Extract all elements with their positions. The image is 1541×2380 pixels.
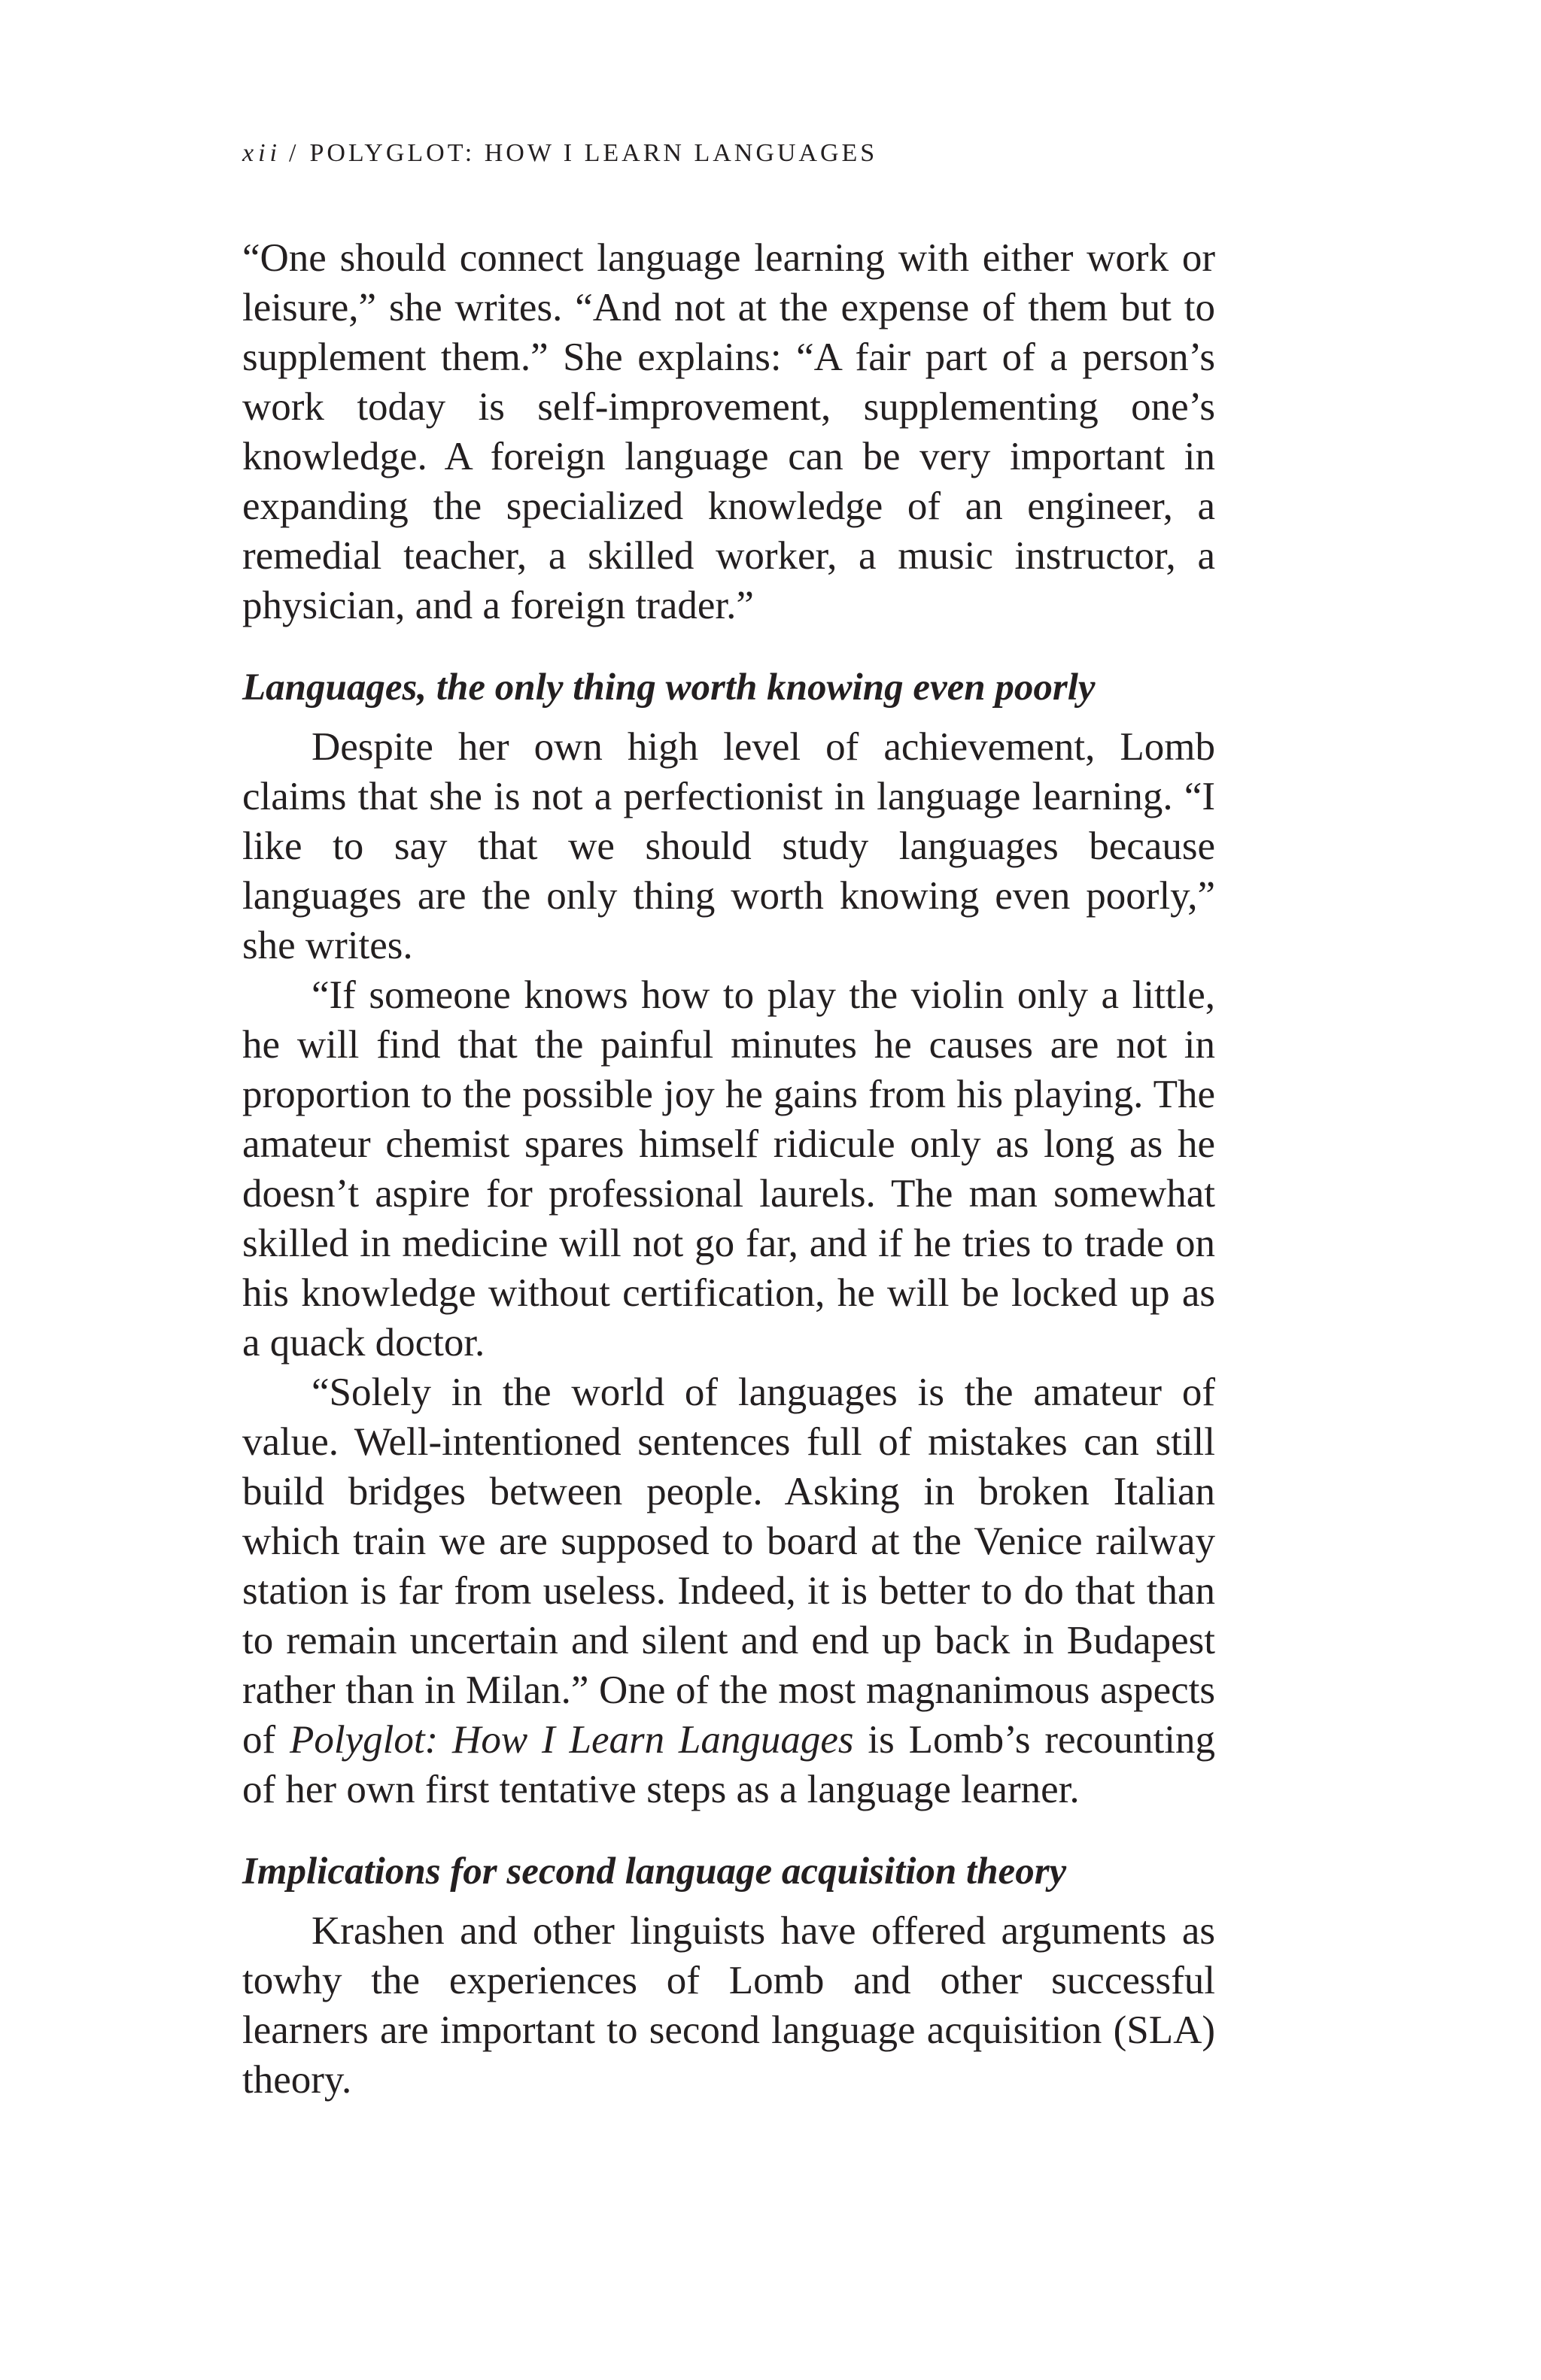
- book-title: POLYGLOT: HOW I LEARN LANGUAGES: [309, 139, 878, 167]
- page-number: xii: [242, 139, 281, 167]
- paragraph-not-perfectionist: Despite her own high level of achievement, Lomb claims that she is not a perfectionist in language learning. “I like to say that we should study languages because languages are the only thing worth knowing even poorly,” she writes.: [242, 725, 1215, 967]
- body-text: [242, 233, 1215, 2105]
- book-title-reference: Polyglot: How I Learn Languages: [289, 1718, 854, 1762]
- paragraph-krashen: Krashen and other linguists have offered arguments as towhy the experiences of Lomb and other successful learners are important to second language acquisition (SLA) theory.: [242, 1909, 1215, 2102]
- running-head: [242, 132, 1220, 175]
- section-heading-sla-theory: Implications for second language acquisition theory: [242, 1850, 1067, 1893]
- paragraph-violin-analogy: “If someone knows how to play the violin only a little, he will find that the painful minutes he causes are not in proportion to the possible joy he gains from his playing. The amateur chemist spares himself ridicule only as long as he doesn’t aspire for professional laurels. The man somewhat skilled in medicine will not go far, and if he tries to trade on his knowledge without certification, he will be locked up as a quack doctor.: [242, 973, 1215, 1365]
- paragraph-text-part-2: is Lomb’s recounting of her own first tentative steps as a language learner.: [242, 1718, 1216, 1811]
- paragraph-text-part-1: “Solely in the world of languages is the amateur of value. Well-intentioned sentences full of mistakes can still build bridges between people. Asking in broken Italian which train we are supposed to board at the Venice railway station is far from useless. Indeed, it is better to do that than to remain uncertain and silent and end up back in Budapest rather than in Milan.” One of the most magnanimous aspects of: [242, 1371, 1215, 1762]
- paragraph-amateur-of-value: [242, 1368, 1215, 1814]
- section-heading-languages-worth-knowing: Languages, the only thing worth knowing even poorly: [242, 666, 1096, 709]
- paragraph-quote-work-leisure: “One should connect language learning with either work or leisure,” she writes. “And not at the expense of them but to supplement them.” She explains: “A fair part of a person’s work today is self-improvement, supplementing one’s knowledge. A foreign language can be very important in expanding the specialized knowledge of an engineer, a remedial teacher, a skilled worker, a music instructor, a physician, and a foreign trader.”: [242, 236, 1215, 627]
- running-head-separator: /: [288, 139, 299, 167]
